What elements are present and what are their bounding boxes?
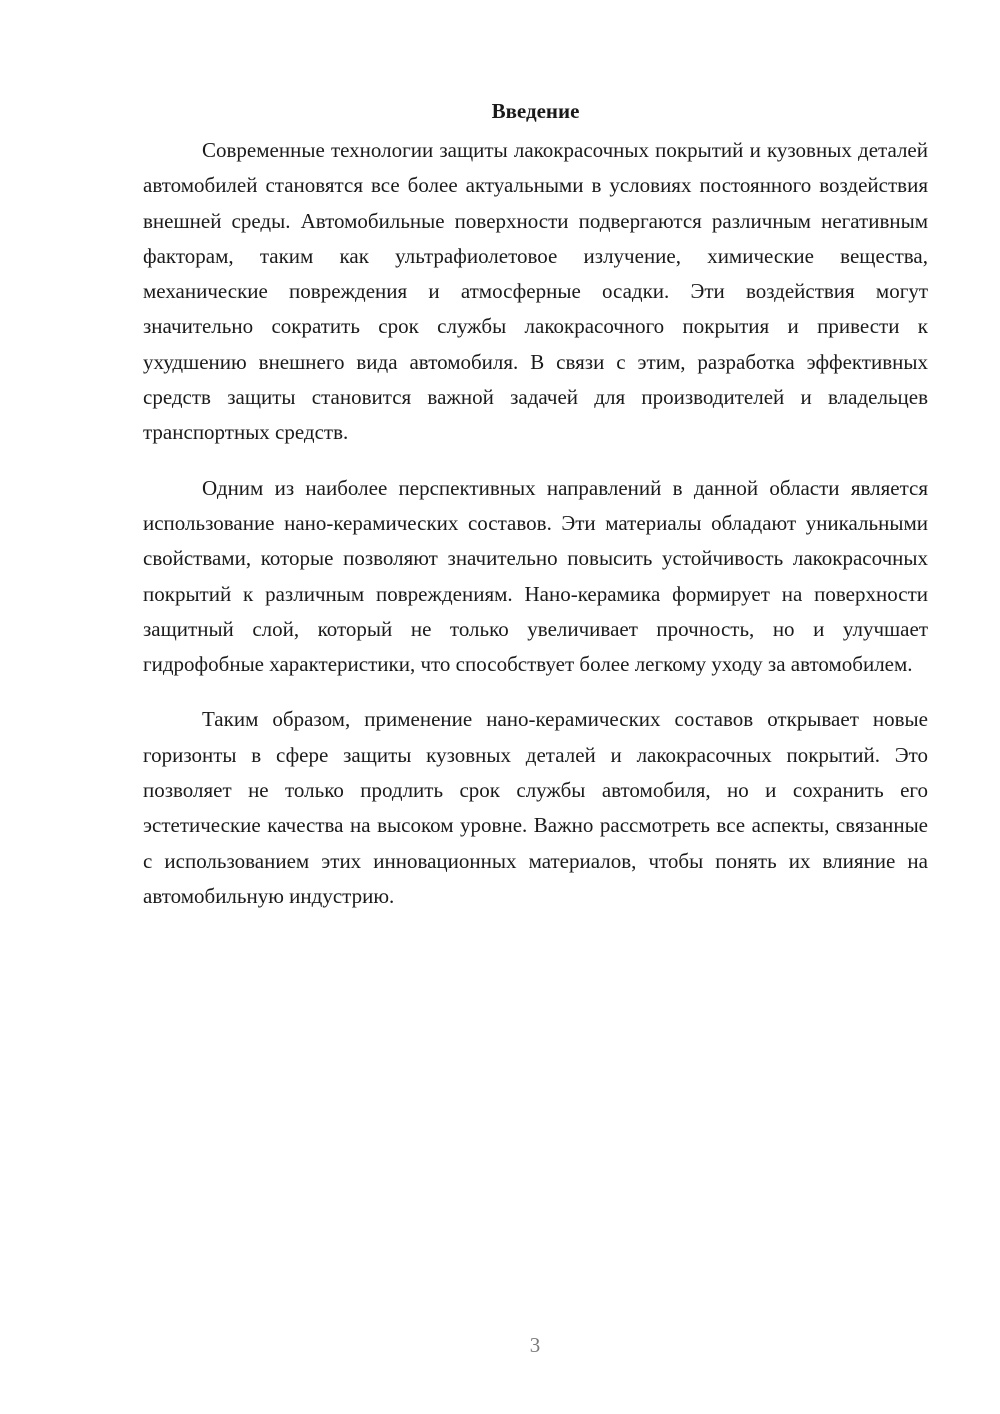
paragraph-1: Современные технологии защиты лакокрасочных покрытий и кузовных деталей автомобилей становятся все более актуальными в условиях постоянного воздействия внешней среды. Автомобильные поверхности подвергаются различным негативным факторам, таким как ультрафиолетовое излучение, химические вещества, механические повреждения и атмосферные осадки. Эти воздействия могут значительно сократить срок службы лакокрасочного покрытия и привести к ухудшению внешнего вида автомобиля. В связи с этим, разработка эффективных средств защиты становится важной задачей для производителей и владельцев транспортных средств. xyxy=(143,138,928,445)
page-number: 3 xyxy=(529,1333,541,1357)
page-title: Введение xyxy=(491,99,580,123)
paragraph-2: Одним из наиболее перспективных направлений в данной области является использование нано-керамических составов. Эти материалы обладают уникальными свойствами, которые позволяют значительно повысить устойчивость лакокрасочных покрытий к различным повреждениям. Нано-керамика формирует на поверхности защитный слой, который не только увеличивает прочность, но и улучшает гидрофобные характеристики, что способствует более легкому уходу за автомобилем. xyxy=(143,475,928,677)
page-content xyxy=(143,95,928,934)
paragraph-3: Таким образом, применение нано-керамических составов открывает новые горизонты в сфере защиты кузовных деталей и лакокрасочных покрытий. Это позволяет не только продлить срок службы автомобиля, но и сохранить его эстетические качества на высоком уровне. Важно рассмотреть все аспекты, связанные с использованием этих инновационных материалов, чтобы понять их влияние на автомобильную индустрию. xyxy=(143,707,928,908)
